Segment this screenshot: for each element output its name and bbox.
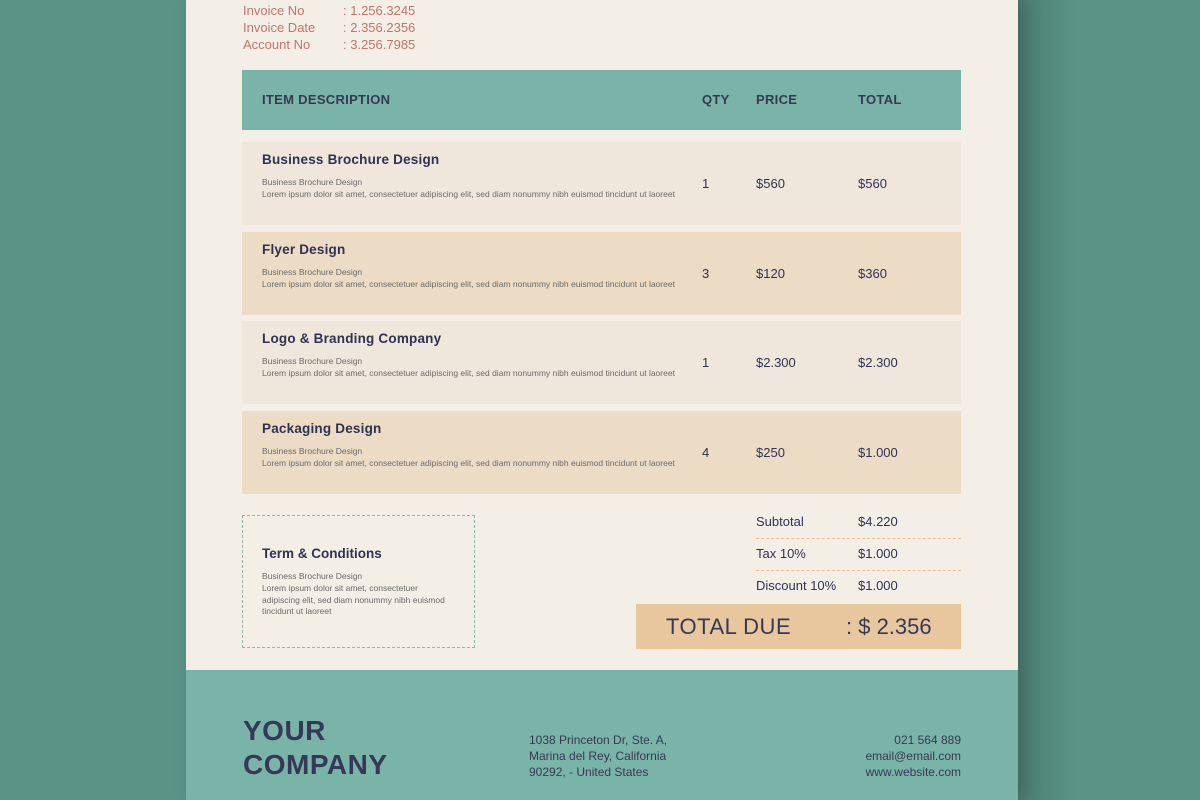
address-line-1: 1038 Princeton Dr, Ste. A, <box>529 733 668 747</box>
company-name <box>243 714 388 782</box>
discount-value: $1.000 <box>858 578 898 593</box>
email-address: email@email.com <box>865 749 961 763</box>
terms-body: Lorem ipsum dolor sit amet, consectetuer adipiscing elit, sed diam nonummy nibh euismod tincidunt ut laoreet <box>262 583 445 616</box>
company-contact <box>865 732 961 780</box>
total-due-value: : $ 2.356 <box>846 614 932 639</box>
row-title: Logo & Branding Company <box>262 331 442 346</box>
row-subtitle: Business Brochure Design <box>262 177 363 187</box>
company-address <box>529 732 667 780</box>
row-title: Business Brochure Design <box>262 152 440 167</box>
header-price: PRICE <box>756 92 798 107</box>
table-row <box>242 142 961 225</box>
tax-label: Tax 10% <box>756 546 806 561</box>
invoice-no-label: Invoice No <box>243 3 305 18</box>
tax-value: $1.000 <box>858 546 898 561</box>
row-price: $560 <box>756 176 785 191</box>
row-price: $250 <box>756 445 785 460</box>
terms-box <box>242 515 475 648</box>
row-price: $2.300 <box>756 355 796 370</box>
total-due-label: TOTAL DUE <box>666 614 792 639</box>
row-total: $2.300 <box>858 355 898 370</box>
website-url: www.website.com <box>865 765 961 779</box>
address-line-3: 90292, - United States <box>529 765 649 779</box>
header-total: TOTAL <box>858 92 902 107</box>
invoice-page <box>186 0 1018 800</box>
terms-title: Term & Conditions <box>262 546 382 561</box>
background-shadow <box>1016 0 1076 800</box>
row-qty: 1 <box>702 176 710 191</box>
header-qty: QTY <box>702 92 730 107</box>
row-description: Lorem ipsum dolor sit amet, consectetuer adipiscing elit, sed diam nonummy nibh euismod tincidunt ut laoreet <box>262 458 675 468</box>
row-description: Lorem ipsum dolor sit amet, consectetuer adipiscing elit, sed diam nonummy nibh euismod tincidunt ut laoreet <box>262 279 675 289</box>
row-qty: 3 <box>702 266 710 281</box>
row-description: Lorem ipsum dolor sit amet, consectetuer adipiscing elit, sed diam nonummy nibh euismod tincidunt ut laoreet <box>262 368 675 378</box>
footer <box>186 670 1018 800</box>
tax-row <box>756 539 961 569</box>
row-subtitle: Business Brochure Design <box>262 356 363 366</box>
phone-number: 021 564 889 <box>894 733 961 747</box>
row-subtitle: Business Brochure Design <box>262 446 363 456</box>
discount-label: Discount 10% <box>756 578 837 593</box>
table-row <box>242 321 961 404</box>
account-no-row <box>243 36 415 53</box>
row-title: Flyer Design <box>262 242 346 257</box>
invoice-date-row <box>243 19 415 36</box>
table-row <box>242 411 961 494</box>
subtotal-value: $4.220 <box>858 514 898 529</box>
company-line-1: YOUR <box>243 715 326 746</box>
invoice-date-value: : 2.356.2356 <box>343 20 416 35</box>
invoice-no-value: : 1.256.3245 <box>343 3 416 18</box>
row-subtitle: Business Brochure Design <box>262 267 363 277</box>
table-header <box>242 70 961 130</box>
row-qty: 1 <box>702 355 710 370</box>
subtotal-label: Subtotal <box>756 514 804 529</box>
company-line-2: COMPANY <box>243 749 388 780</box>
row-description: Lorem ipsum dolor sit amet, consectetuer adipiscing elit, sed diam nonummy nibh euismod tincidunt ut laoreet <box>262 189 675 199</box>
total-due-box <box>636 604 961 649</box>
invoice-date-label: Invoice Date <box>243 20 316 35</box>
header-item-description: ITEM DESCRIPTION <box>262 92 391 107</box>
table-row <box>242 232 961 315</box>
subtotal-row <box>756 507 961 537</box>
account-no-label: Account No <box>243 37 311 52</box>
row-total: $1.000 <box>858 445 898 460</box>
row-total: $560 <box>858 176 887 191</box>
discount-row <box>756 571 961 601</box>
row-qty: 4 <box>702 445 710 460</box>
row-total: $360 <box>858 266 887 281</box>
account-no-value: : 3.256.7985 <box>343 37 416 52</box>
terms-subtitle: Business Brochure Design <box>262 571 363 581</box>
address-line-2: Marina del Rey, California <box>529 749 667 763</box>
row-title: Packaging Design <box>262 421 382 436</box>
row-price: $120 <box>756 266 785 281</box>
invoice-no-row <box>243 2 415 19</box>
invoice-meta <box>243 2 415 53</box>
